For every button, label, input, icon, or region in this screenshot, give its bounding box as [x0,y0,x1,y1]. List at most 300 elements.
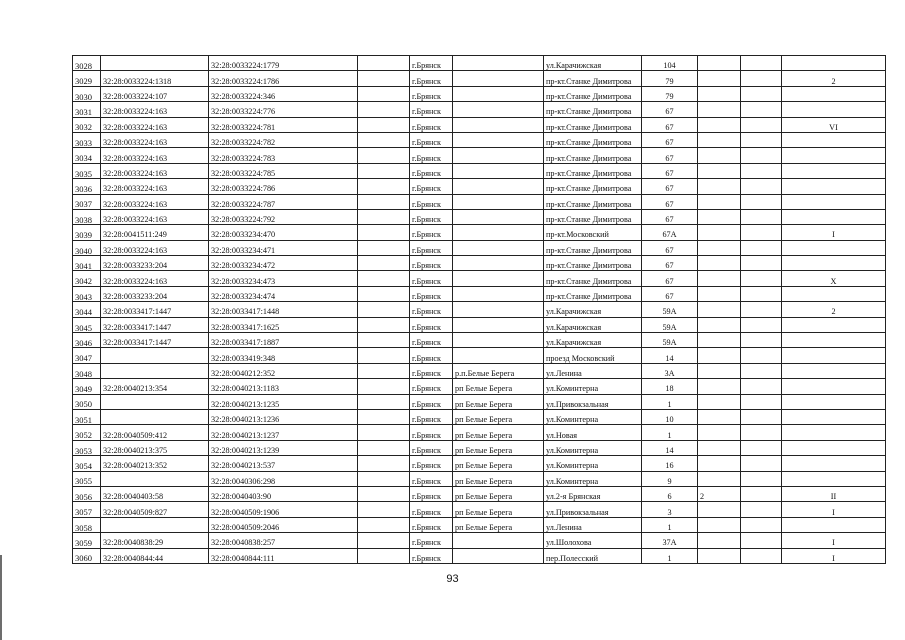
settlement-cell [453,533,544,548]
cadastral-number-cell: 32:28:0033224:783 [209,148,358,163]
empty-cell [358,71,410,86]
table-row [73,317,886,332]
street-cell: ул.Карачижская [544,333,642,348]
empty-cell [358,117,410,132]
row-number-cell: 3039 [73,225,101,240]
empty-cell [358,163,410,178]
house-number-cell: 6 [642,486,698,501]
empty-cell [358,302,410,317]
empty-cell [358,517,410,532]
cadastral-number-cell: 32:28:0033224:786 [209,179,358,194]
extra-cell [741,179,782,194]
cadastral-number-cell: 32:28:0040509:2046 [209,517,358,532]
table-row [73,533,886,548]
settlement-cell [453,225,544,240]
empty-cell [358,194,410,209]
building-cell [698,302,741,317]
street-cell: ул.Карачижская [544,302,642,317]
parent-cadastral-number-cell: 32:28:0033224:163 [101,271,209,286]
empty-cell [358,286,410,301]
apartment-cell [782,440,886,455]
city-cell: г.Брянск [410,317,453,332]
house-number-cell: 67 [642,132,698,147]
house-number-cell: 1 [642,548,698,563]
page-number: 93 [446,573,459,585]
empty-cell [358,102,410,117]
settlement-cell [453,209,544,224]
parent-cadastral-number-cell: 32:28:0033224:163 [101,117,209,132]
settlement-cell [453,286,544,301]
building-cell [698,394,741,409]
house-number-cell: 67 [642,194,698,209]
building-cell [698,286,741,301]
table-row [73,209,886,224]
table-row [73,348,886,363]
settlement-cell [453,179,544,194]
empty-cell [358,86,410,101]
apartment-cell [782,194,886,209]
parent-cadastral-number-cell: 32:28:0033224:163 [101,163,209,178]
building-cell [698,363,741,378]
settlement-cell: р.п.Белые Берега [453,363,544,378]
building-cell [698,71,741,86]
city-cell: г.Брянск [410,240,453,255]
city-cell: г.Брянск [410,132,453,147]
table-row [73,548,886,563]
apartment-cell [782,132,886,147]
city-cell: г.Брянск [410,148,453,163]
house-number-cell: 67 [642,163,698,178]
settlement-cell: рп Белые Берега [453,379,544,394]
city-cell: г.Брянск [410,502,453,517]
cadastral-number-cell: 32:28:0033234:473 [209,271,358,286]
table-row [73,286,886,301]
extra-cell [741,471,782,486]
table-row [73,163,886,178]
cadastral-number-cell: 32:28:0040213:1237 [209,425,358,440]
settlement-cell [453,240,544,255]
parent-cadastral-number-cell: 32:28:0033417:1447 [101,302,209,317]
extra-cell [741,271,782,286]
house-number-cell: 67 [642,209,698,224]
city-cell: г.Брянск [410,456,453,471]
apartment-cell [782,179,886,194]
house-number-cell: 59А [642,317,698,332]
parent-cadastral-number-cell: 32:28:0040509:412 [101,425,209,440]
row-number-cell: 3031 [73,102,101,117]
cadastral-number-cell: 32:28:0033224:1779 [209,56,358,71]
empty-cell [358,240,410,255]
apartment-cell [782,409,886,424]
extra-cell [741,148,782,163]
cadastral-number-cell: 32:28:0033224:1786 [209,71,358,86]
row-number-cell: 3045 [73,317,101,332]
settlement-cell [453,548,544,563]
extra-cell [741,256,782,271]
table-row [73,471,886,486]
building-cell [698,194,741,209]
extra-cell [741,502,782,517]
street-cell: ул.Ленина [544,517,642,532]
cadastral-number-cell: 32:28:0040844:111 [209,548,358,563]
extra-cell [741,56,782,71]
table-row [73,225,886,240]
house-number-cell: 37А [642,533,698,548]
parent-cadastral-number-cell: 32:28:0033233:204 [101,286,209,301]
city-cell: г.Брянск [410,394,453,409]
apartment-cell [782,56,886,71]
settlement-cell [453,271,544,286]
row-number-cell: 3054 [73,456,101,471]
extra-cell [741,209,782,224]
apartment-cell: I [782,533,886,548]
city-cell: г.Брянск [410,425,453,440]
apartment-cell [782,394,886,409]
parent-cadastral-number-cell [101,517,209,532]
street-cell: пр-кт.Станке Димитрова [544,209,642,224]
city-cell: г.Брянск [410,56,453,71]
street-cell: проезд Московский [544,348,642,363]
parent-cadastral-number-cell: 32:28:0040213:354 [101,379,209,394]
settlement-cell: рп Белые Берега [453,486,544,501]
building-cell [698,86,741,101]
extra-cell [741,440,782,455]
table-row [73,363,886,378]
house-number-cell: 18 [642,379,698,394]
street-cell: ул.Карачижская [544,317,642,332]
parent-cadastral-number-cell: 32:28:0033224:1318 [101,71,209,86]
city-cell: г.Брянск [410,486,453,501]
street-cell: пр-кт.Станке Димитрова [544,179,642,194]
house-number-cell: 67 [642,271,698,286]
row-number-cell: 3060 [73,548,101,563]
cadastral-number-cell: 32:28:0040213:1236 [209,409,358,424]
settlement-cell [453,302,544,317]
house-number-cell: 3 [642,502,698,517]
parent-cadastral-number-cell: 32:28:0040844:44 [101,548,209,563]
parent-cadastral-number-cell: 32:28:0033224:107 [101,86,209,101]
parent-cadastral-number-cell: 32:28:0040838:29 [101,533,209,548]
extra-cell [741,363,782,378]
row-number-cell: 3048 [73,363,101,378]
row-number-cell: 3038 [73,209,101,224]
street-cell: ул.Коминтерна [544,379,642,394]
table-row [73,256,886,271]
empty-cell [358,533,410,548]
parent-cadastral-number-cell: 32:28:0033224:163 [101,132,209,147]
street-cell: пр-кт.Станке Димитрова [544,117,642,132]
building-cell [698,225,741,240]
building-cell [698,517,741,532]
street-cell: ул.Привокзальная [544,394,642,409]
house-number-cell: 16 [642,456,698,471]
house-number-cell: 79 [642,86,698,101]
building-cell [698,425,741,440]
empty-cell [358,456,410,471]
apartment-cell: 2 [782,302,886,317]
cadastral-number-cell: 32:28:0033224:785 [209,163,358,178]
table-row [73,179,886,194]
street-cell: пр-кт.Станке Димитрова [544,271,642,286]
house-number-cell: 67А [642,225,698,240]
street-cell: пр-кт.Станке Димитрова [544,148,642,163]
street-cell: пр-кт.Станке Димитрова [544,86,642,101]
extra-cell [741,379,782,394]
street-cell: пр-кт.Станке Димитрова [544,71,642,86]
city-cell: г.Брянск [410,271,453,286]
table-row [73,379,886,394]
apartment-cell [782,148,886,163]
row-number-cell: 3059 [73,533,101,548]
cadastral-number-cell: 32:28:0033234:472 [209,256,358,271]
building-cell [698,132,741,147]
settlement-cell [453,117,544,132]
city-cell: г.Брянск [410,379,453,394]
city-cell: г.Брянск [410,471,453,486]
empty-cell [358,333,410,348]
city-cell: г.Брянск [410,102,453,117]
table-row [73,102,886,117]
parent-cadastral-number-cell: 32:28:0040509:827 [101,502,209,517]
apartment-cell [782,240,886,255]
parent-cadastral-number-cell [101,348,209,363]
building-cell [698,548,741,563]
row-number-cell: 3046 [73,333,101,348]
building-cell [698,163,741,178]
building-cell [698,148,741,163]
row-number-cell: 3049 [73,379,101,394]
parent-cadastral-number-cell: 32:28:0040403:58 [101,486,209,501]
row-number-cell: 3032 [73,117,101,132]
parent-cadastral-number-cell [101,56,209,71]
city-cell: г.Брянск [410,533,453,548]
apartment-cell: I [782,502,886,517]
cadastral-number-cell: 32:28:0040213:1239 [209,440,358,455]
empty-cell [358,440,410,455]
row-number-cell: 3035 [73,163,101,178]
house-number-cell: 1 [642,517,698,532]
apartment-cell [782,86,886,101]
house-number-cell: 67 [642,148,698,163]
table-row [73,394,886,409]
empty-cell [358,486,410,501]
house-number-cell: 9 [642,471,698,486]
building-cell [698,209,741,224]
extra-cell [741,117,782,132]
settlement-cell [453,148,544,163]
cadastral-number-cell: 32:28:0033224:782 [209,132,358,147]
house-number-cell: 14 [642,440,698,455]
apartment-cell [782,363,886,378]
settlement-cell [453,102,544,117]
city-cell: г.Брянск [410,409,453,424]
row-number-cell: 3037 [73,194,101,209]
apartment-cell: X [782,271,886,286]
city-cell: г.Брянск [410,179,453,194]
cadastral-number-cell: 32:28:0033234:474 [209,286,358,301]
cadastral-number-cell: 32:28:0033224:776 [209,102,358,117]
extra-cell [741,409,782,424]
city-cell: г.Брянск [410,163,453,178]
cadastral-number-cell: 32:28:0033417:1887 [209,333,358,348]
settlement-cell [453,132,544,147]
building-cell [698,456,741,471]
row-number-cell: 3053 [73,440,101,455]
table-row [73,456,886,471]
extra-cell [741,102,782,117]
extra-cell [741,348,782,363]
settlement-cell [453,194,544,209]
table-row [73,56,886,71]
apartment-cell [782,333,886,348]
settlement-cell [453,348,544,363]
city-cell: г.Брянск [410,548,453,563]
extra-cell [741,456,782,471]
street-cell: пр-кт.Станке Димитрова [544,256,642,271]
building-cell [698,56,741,71]
building-cell [698,333,741,348]
street-cell: ул.Коминтерна [544,440,642,455]
parent-cadastral-number-cell: 32:28:0033417:1447 [101,333,209,348]
settlement-cell [453,86,544,101]
row-number-cell: 3041 [73,256,101,271]
cadastral-number-cell: 32:28:0033417:1448 [209,302,358,317]
apartment-cell [782,517,886,532]
house-number-cell: 1 [642,394,698,409]
empty-cell [358,317,410,332]
street-cell: ул.Карачижская [544,56,642,71]
apartment-cell [782,471,886,486]
empty-cell [358,179,410,194]
apartment-cell [782,286,886,301]
building-cell [698,117,741,132]
cadastral-number-cell: 32:28:0033234:470 [209,225,358,240]
extra-cell [741,533,782,548]
extra-cell [741,194,782,209]
extra-cell [741,286,782,301]
parent-cadastral-number-cell [101,363,209,378]
table-row [73,486,886,501]
city-cell: г.Брянск [410,194,453,209]
scan-edge-mark [0,555,2,640]
street-cell: ул.Новая [544,425,642,440]
parent-cadastral-number-cell: 32:28:0033233:204 [101,256,209,271]
empty-cell [358,394,410,409]
building-cell [698,471,741,486]
row-number-cell: 3050 [73,394,101,409]
row-number-cell: 3043 [73,286,101,301]
apartment-cell [782,163,886,178]
cadastral-number-cell: 32:28:0040213:1183 [209,379,358,394]
table-row [73,240,886,255]
row-number-cell: 3036 [73,179,101,194]
table-row [73,440,886,455]
house-number-cell: 67 [642,102,698,117]
parent-cadastral-number-cell [101,409,209,424]
building-cell [698,271,741,286]
city-cell: г.Брянск [410,256,453,271]
apartment-cell [782,102,886,117]
street-cell: пр-кт.Станке Димитрова [544,163,642,178]
settlement-cell [453,56,544,71]
street-cell: пр-кт.Станке Димитрова [544,194,642,209]
empty-cell [358,363,410,378]
parent-cadastral-number-cell [101,394,209,409]
cadastral-number-cell: 32:28:0033224:787 [209,194,358,209]
city-cell: г.Брянск [410,286,453,301]
empty-cell [358,471,410,486]
settlement-cell: рп Белые Берега [453,456,544,471]
extra-cell [741,517,782,532]
apartment-cell [782,425,886,440]
cadastral-number-cell: 32:28:0040213:537 [209,456,358,471]
table-row [73,86,886,101]
house-number-cell: 1 [642,425,698,440]
building-cell [698,102,741,117]
row-number-cell: 3047 [73,348,101,363]
row-number-cell: 3057 [73,502,101,517]
cadastral-number-cell: 32:28:0033417:1625 [209,317,358,332]
parent-cadastral-number-cell: 32:28:0033224:163 [101,240,209,255]
register-table [72,55,886,564]
extra-cell [741,225,782,240]
empty-cell [358,348,410,363]
settlement-cell [453,317,544,332]
settlement-cell: рп Белые Берега [453,409,544,424]
apartment-cell [782,456,886,471]
house-number-cell: 59А [642,333,698,348]
cadastral-number-cell: 32:28:0033224:792 [209,209,358,224]
row-number-cell: 3028 [73,56,101,71]
city-cell: г.Брянск [410,117,453,132]
empty-cell [358,209,410,224]
row-number-cell: 3029 [73,71,101,86]
table-row [73,517,886,532]
city-cell: г.Брянск [410,71,453,86]
city-cell: г.Брянск [410,363,453,378]
apartment-cell [782,379,886,394]
empty-cell [358,225,410,240]
cadastral-number-cell: 32:28:0040509:1906 [209,502,358,517]
row-number-cell: 3058 [73,517,101,532]
street-cell: пер.Полесский [544,548,642,563]
row-number-cell: 3055 [73,471,101,486]
extra-cell [741,163,782,178]
parent-cadastral-number-cell: 32:28:0033224:163 [101,102,209,117]
settlement-cell [453,163,544,178]
street-cell: пр-кт.Станке Димитрова [544,286,642,301]
table-row [73,194,886,209]
row-number-cell: 3040 [73,240,101,255]
empty-cell [358,548,410,563]
table-row [73,333,886,348]
parent-cadastral-number-cell: 32:28:0033417:1447 [101,317,209,332]
street-cell: пр-кт.Станке Димитрова [544,240,642,255]
city-cell: г.Брянск [410,209,453,224]
extra-cell [741,425,782,440]
extra-cell [741,486,782,501]
empty-cell [358,148,410,163]
row-number-cell: 3056 [73,486,101,501]
apartment-cell [782,256,886,271]
settlement-cell: рп Белые Берега [453,471,544,486]
street-cell: ул.Коминтерна [544,471,642,486]
building-cell [698,409,741,424]
house-number-cell: 67 [642,240,698,255]
empty-cell [358,502,410,517]
street-cell: ул.Коминтерна [544,409,642,424]
parent-cadastral-number-cell: 32:28:0033224:163 [101,148,209,163]
